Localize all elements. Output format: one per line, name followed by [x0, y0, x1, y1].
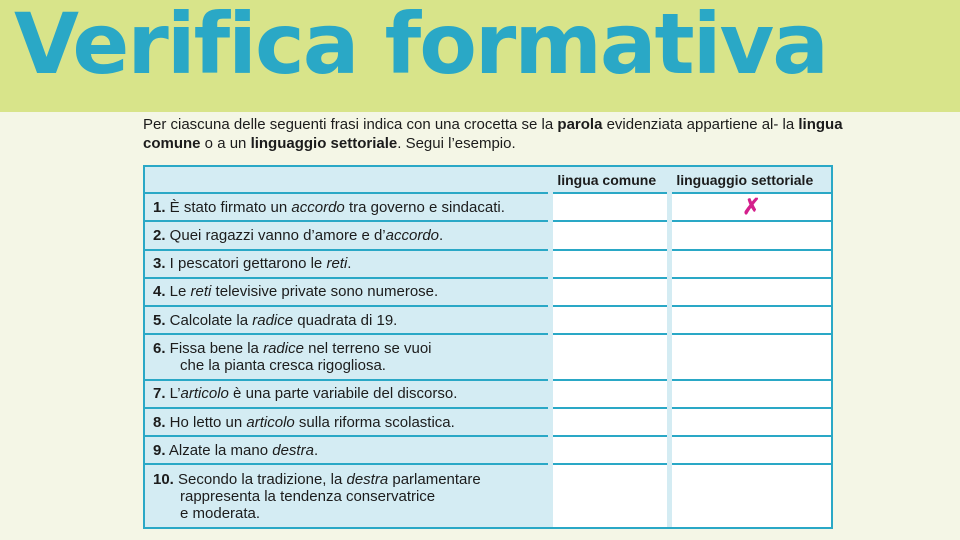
sentence-number: 9.	[153, 441, 166, 459]
checkbox-lingua-comune[interactable]	[550, 193, 669, 221]
checkbox-linguaggio-settoriale[interactable]	[669, 408, 831, 436]
sentence-number: 2.	[153, 226, 166, 244]
exercise-table	[143, 165, 833, 529]
sentence-text: .	[439, 226, 444, 244]
table-row	[145, 221, 831, 249]
instructions-bold-parola: parola	[557, 116, 603, 133]
highlighted-word: radice	[263, 339, 304, 357]
sentence-number: 3.	[153, 255, 166, 273]
sentence-cell	[145, 464, 550, 527]
sentence-text: tra governo e sindacati.	[344, 198, 505, 216]
sentence-cell	[145, 436, 550, 464]
checkbox-lingua-comune[interactable]	[550, 334, 669, 379]
sentence-number: 7.	[153, 385, 166, 403]
sentence-text: Alzate la mano	[165, 441, 273, 459]
table-row	[145, 464, 831, 527]
checkbox-lingua-comune[interactable]	[550, 221, 669, 249]
table-body	[145, 193, 831, 527]
highlighted-word: articolo	[246, 413, 295, 431]
highlighted-word: accordo	[291, 198, 345, 216]
sentence-cell	[145, 250, 550, 278]
highlighted-word: destra	[346, 470, 389, 488]
instructions-bold-lingua-comune: lingua comune	[143, 116, 843, 152]
sentence-text: Fissa bene la	[165, 339, 264, 357]
sentence-text: nel terreno se vuoi	[303, 339, 432, 357]
header-blank	[145, 167, 550, 193]
sentence-text-line2: rappresenta la tendenza conservatrice	[180, 487, 436, 505]
table-row	[145, 436, 831, 464]
sentence-cell	[145, 334, 550, 379]
table-row	[145, 380, 831, 408]
checkbox-lingua-comune[interactable]	[550, 464, 669, 527]
checkbox-linguaggio-settoriale[interactable]	[669, 464, 831, 527]
checkbox-lingua-comune[interactable]	[550, 250, 669, 278]
table-header-row	[145, 167, 831, 193]
sentence-text: Le	[165, 283, 191, 301]
sentence-text: Calcolate la	[165, 311, 253, 329]
sentence-text-line3: e moderata.	[180, 504, 261, 522]
sentence-text: è una parte variabile del discorso.	[228, 385, 458, 403]
highlighted-word: reti	[190, 283, 212, 301]
sentence-cell	[145, 221, 550, 249]
checkbox-lingua-comune[interactable]	[550, 408, 669, 436]
sentence-text: sulla riforma scolastica.	[294, 413, 455, 431]
highlighted-word: radice	[252, 311, 294, 329]
header-linguaggio-settoriale: linguaggio settoriale	[669, 167, 831, 193]
sentence-text-line2: che la pianta cresca rigogliosa.	[180, 356, 386, 374]
table-row	[145, 408, 831, 436]
table-row	[145, 306, 831, 334]
checkbox-lingua-comune[interactable]	[550, 306, 669, 334]
sentence-cell	[145, 408, 550, 436]
checkbox-lingua-comune[interactable]	[550, 380, 669, 408]
sentence-number: 6.	[153, 339, 166, 357]
header-lingua-comune: lingua comune	[550, 167, 669, 193]
checkbox-linguaggio-settoriale[interactable]	[669, 306, 831, 334]
sentence-text: .	[347, 255, 352, 273]
sentence-number: 1.	[153, 198, 166, 216]
sentence-text: quadrata di 19.	[293, 311, 398, 329]
sentence-number: 8.	[153, 413, 166, 431]
checkbox-lingua-comune[interactable]	[550, 436, 669, 464]
checkbox-linguaggio-settoriale[interactable]	[669, 193, 831, 221]
sentence-text: .	[313, 441, 319, 459]
sentence-text: Quei ragazzi vanno d’amore e d’	[165, 226, 386, 244]
table-row	[145, 278, 831, 306]
sentence-text: televisive private sono numerose.	[211, 283, 439, 301]
table-row	[145, 193, 831, 221]
table-row	[145, 250, 831, 278]
highlighted-word: articolo	[180, 385, 229, 403]
page-title: Verifica formativa	[14, 0, 827, 93]
sentence-text: L’	[165, 385, 181, 403]
checkbox-linguaggio-settoriale[interactable]	[669, 250, 831, 278]
checkbox-linguaggio-settoriale[interactable]	[669, 221, 831, 249]
highlighted-word: accordo	[385, 226, 440, 244]
checkbox-linguaggio-settoriale[interactable]	[669, 436, 831, 464]
highlighted-word: destra	[272, 441, 314, 459]
sentence-number: 4.	[153, 283, 166, 301]
checkbox-linguaggio-settoriale[interactable]	[669, 278, 831, 306]
instructions	[143, 115, 843, 153]
instructions-text: evidenziata appartiene al- la	[602, 116, 799, 133]
sentence-cell	[145, 306, 550, 334]
instructions-text: o a un	[200, 135, 251, 152]
instructions-text: . Segui l’esempio.	[397, 135, 516, 152]
sentence-cell	[145, 380, 550, 408]
sentence-cell	[145, 193, 550, 221]
sentence-number: 10.	[153, 470, 174, 488]
sentence-text: Secondo la tradizione, la	[173, 470, 347, 488]
checkbox-linguaggio-settoriale[interactable]	[669, 334, 831, 379]
table-row	[145, 334, 831, 379]
checkbox-linguaggio-settoriale[interactable]	[669, 380, 831, 408]
sentence-text: I pescatori gettarono le	[165, 255, 327, 273]
sentence-number: 5.	[153, 311, 166, 329]
highlighted-word: reti	[326, 255, 348, 273]
instructions-text: Per ciascuna delle seguenti frasi indica con una crocetta se la	[143, 116, 558, 133]
sentence-text: Ho letto un	[165, 413, 247, 431]
instructions-bold-linguaggio-settoriale: linguaggio settoriale	[250, 135, 398, 152]
checkbox-lingua-comune[interactable]	[550, 278, 669, 306]
cross-mark-icon: ✗	[742, 194, 761, 220]
sentence-text: parlamentare	[388, 470, 481, 488]
sentence-text: È stato firmato un	[165, 198, 292, 216]
sentence-cell	[145, 278, 550, 306]
